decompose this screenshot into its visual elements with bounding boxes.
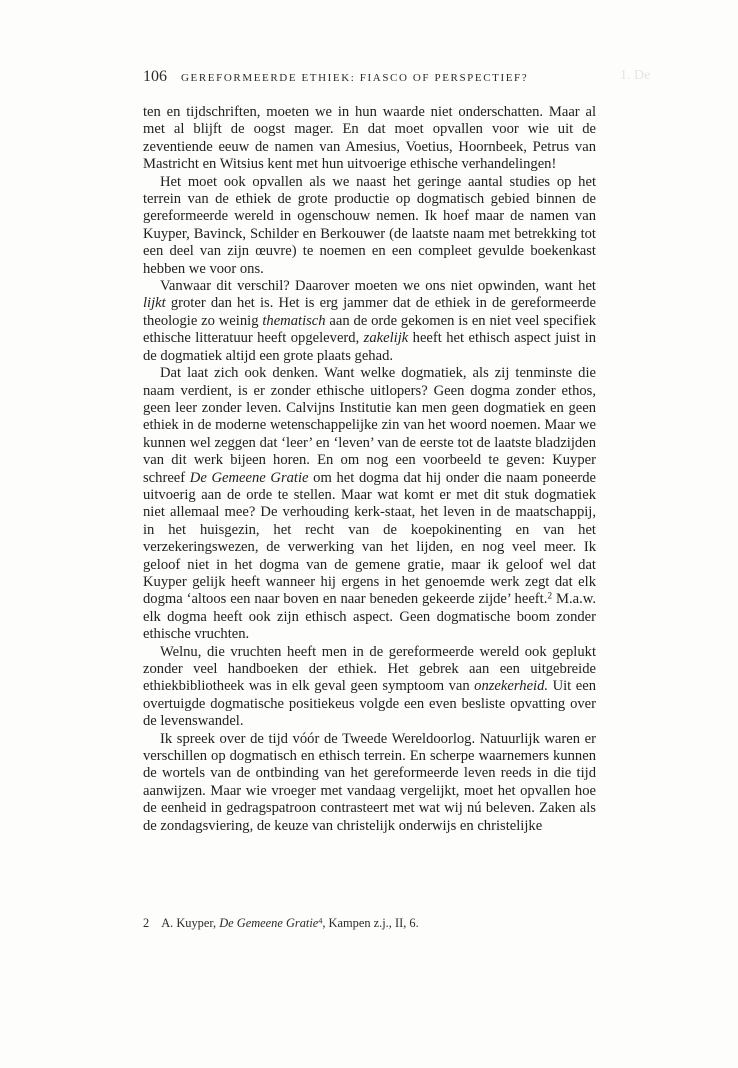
text-run: groter dan het is. Het is erg jammer dat de ethiek in de gereformeerde theologie zo weinig: [143, 295, 596, 329]
text-run: Uit een overtuigde dogmatische positiekeus volgde een even besliste opvatting over de levenswandel.: [143, 678, 596, 730]
text-run: Welnu, die vruchten heeft men in de gereformeerde wereld ook geplukt zonder veel handboeken der ethiek. Het gebrek aan een uitgebreide ethiekbibliotheek was in elk geval geen symptoom van: [143, 643, 596, 695]
text-run: om het dogma dat hij onder die naam poneerde uitvoerig aan de orde te stellen. Maar wat komt er met dit stuk dogmatiek niet allemaal mee? De verhouding kerk-staat, het leven in de maatschappij, in het huisgezin, het recht van de koepokinenting en van het verzekeringswezen, de verwerking van het lijden, en nog veel meer. Ik geloof niet in het dogma van de gemene gratie, maar ik geloof wel dat Kuyper gelijk heeft wanneer hij ergens in het genoemde werk zegt dat elk dogma ‘altoos een naar boven en naar beneden gekeerde zijde’ heeft.: [143, 469, 596, 608]
footnote-edition: 4: [318, 916, 323, 926]
text-run: M.a.w. elk dogma heeft ook zijn ethisch aspect. Geen dogmatische boom zonder ethische vruchten.: [143, 591, 596, 643]
paragraph-1: ten en tijdschriften, moeten we in hun waarde niet onderschatten. Maar al met al blijft de oogst mager. En dat moet opvallen voor wie uit de zeventiende eeuw de namen van Amesius, Voetius, Hoornbeek, Petrus van Mastricht en Witsius kent met hun uitvoerige ethische verhandelingen!: [143, 104, 596, 173]
text-run: heeft het ethisch aspect juist in de dogmatiek altijd een grote plaats gehad.: [143, 330, 596, 364]
emphasis-onzekerheid: onzekerheid.: [474, 678, 549, 695]
footnote-title: De Gemeene Gratie: [219, 916, 319, 930]
footnote-rest: , Kampen z.j., II, 6.: [322, 916, 419, 930]
running-header: [143, 68, 603, 86]
footnote: [143, 916, 596, 931]
paragraph-5: [143, 644, 596, 731]
paragraph-4: [143, 365, 596, 644]
emphasis-zakelijk: zakelijk: [363, 330, 409, 347]
text-run: aan de orde gekomen is en niet veel specifiek ethische litteratuur heeft opgeleverd,: [143, 312, 596, 347]
paragraph-6: Ik spreek over de tijd vóór de Tweede Wereldoorlog. Natuurlijk waren er verschillen op dogmatisch en ethisch terrein. En scherpe waarnemers kunnen de wortels van de ontbinding van het gereformeerde leven reeds in die tijd aanwijzen. Maar wie vroeger met vandaag vergelijkt, moet het opvallen hoe de eenheid in gedragspatroon contrasteert met wat wij nú beleven. Zaken als de zondagsviering, de keuze van christelijk onderwijs en christelijke: [143, 730, 596, 834]
paragraph-2: Het moet ook opvallen als we naast het geringe aantal studies op het terrein van de ethiek de grote productie op dogmatisch gebied binnen de gereformeerde wereld in ogenschouw nemen. Ik hoef maar de namen van Kuyper, Bavinck, Schilder en Berkouwer (de laatste naam met betrekking tot een deel van zijn œuvre) te noemen en een compleet gevulde boekenkast hebben we voor ons.: [143, 173, 596, 277]
footnote-reference[interactable]: 2: [547, 592, 553, 603]
book-title-gemeene-gratie: De Gemeene Gratie: [189, 469, 309, 486]
emphasis-thematisch: thematisch: [262, 312, 326, 329]
emphasis-lijkt: lijkt: [143, 295, 166, 312]
page-number: 106: [143, 68, 167, 85]
footnote-number: 2: [143, 916, 150, 930]
bleed-through-text: 1. De: [620, 68, 651, 83]
body-text: [143, 104, 596, 835]
running-title: GEREFORMEERDE ETHIEK: FIASCO OF PERSPECTIEF?: [181, 72, 529, 84]
text-run: Vanwaar dit verschil? Daarover moeten we ons niet opwinden, want het: [160, 278, 596, 295]
text-run: Dat laat zich ook denken. Want welke dogmatiek, als zij tenminste die naam verdient, is er zonder ethische uitlopers? Geen dogma zonder ethos, geen leer zonder leven. Calvijns Institutie kan men geen dogmatiek en geen ethiek in de moderne wetenschappelijke zin van het woord noemen. Maar we kunnen wel zeggen dat ‘leer’ en ‘leven’ van de eerste tot de laatste bladzijden van dit werk bijeen horen. En om nog een voorbeeld te geven: Kuyper schreef: [143, 365, 596, 486]
footnote-author: A. Kuyper,: [161, 916, 220, 930]
paragraph-3: [143, 278, 596, 365]
